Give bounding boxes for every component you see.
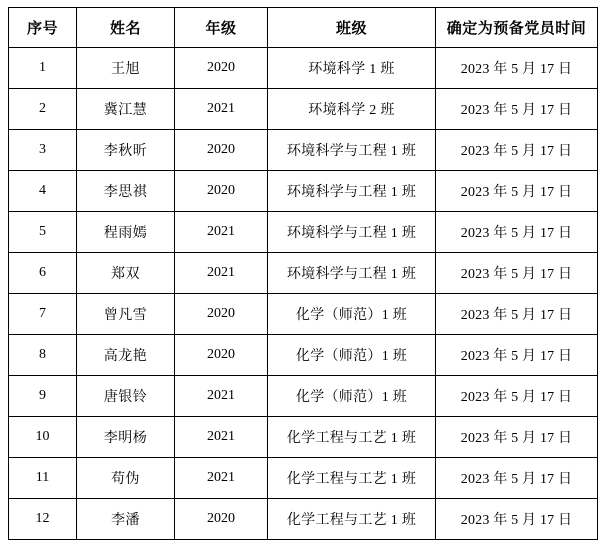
cell-class: 环境科学与工程 1 班 (268, 253, 436, 294)
party-member-roster-table (8, 7, 598, 540)
cell-class: 环境科学 2 班 (268, 89, 436, 130)
table-row (9, 294, 598, 335)
cell-name: 李秋昕 (77, 130, 175, 171)
cell-date: 2023 年 5 月 17 日 (436, 335, 598, 376)
cell-grade: 2020 (175, 294, 268, 335)
cell-index: 4 (9, 171, 77, 212)
column-header-grade: 年级 (175, 8, 268, 48)
table-row (9, 458, 598, 499)
cell-name: 李潘 (77, 499, 175, 540)
cell-name: 王旭 (77, 48, 175, 89)
table-row (9, 253, 598, 294)
cell-date: 2023 年 5 月 17 日 (436, 130, 598, 171)
cell-class: 化学工程与工艺 1 班 (268, 417, 436, 458)
cell-index: 8 (9, 335, 77, 376)
table-row (9, 417, 598, 458)
cell-name: 唐银铃 (77, 376, 175, 417)
cell-date: 2023 年 5 月 17 日 (436, 499, 598, 540)
table-header (9, 8, 598, 48)
column-header-date: 确定为预备党员时间 (436, 8, 598, 48)
cell-date: 2023 年 5 月 17 日 (436, 376, 598, 417)
cell-grade: 2020 (175, 171, 268, 212)
table-row (9, 376, 598, 417)
cell-name: 苟伪 (77, 458, 175, 499)
cell-index: 6 (9, 253, 77, 294)
cell-date: 2023 年 5 月 17 日 (436, 253, 598, 294)
table-body (9, 48, 598, 540)
cell-class: 环境科学与工程 1 班 (268, 212, 436, 253)
cell-name: 程雨嫣 (77, 212, 175, 253)
cell-index: 11 (9, 458, 77, 499)
cell-class: 化学（师范）1 班 (268, 376, 436, 417)
cell-grade: 2021 (175, 253, 268, 294)
cell-index: 1 (9, 48, 77, 89)
cell-name: 郑双 (77, 253, 175, 294)
cell-index: 9 (9, 376, 77, 417)
cell-class: 环境科学与工程 1 班 (268, 171, 436, 212)
table-row (9, 212, 598, 253)
table-row (9, 499, 598, 540)
cell-class: 化学（师范）1 班 (268, 335, 436, 376)
cell-grade: 2020 (175, 335, 268, 376)
column-header-index: 序号 (9, 8, 77, 48)
cell-index: 7 (9, 294, 77, 335)
cell-date: 2023 年 5 月 17 日 (436, 294, 598, 335)
cell-index: 12 (9, 499, 77, 540)
cell-class: 化学工程与工艺 1 班 (268, 458, 436, 499)
cell-grade: 2020 (175, 130, 268, 171)
column-header-class: 班级 (268, 8, 436, 48)
cell-date: 2023 年 5 月 17 日 (436, 48, 598, 89)
cell-class: 环境科学 1 班 (268, 48, 436, 89)
cell-class: 环境科学与工程 1 班 (268, 130, 436, 171)
table-row (9, 89, 598, 130)
cell-name: 冀江慧 (77, 89, 175, 130)
table-header-row (9, 8, 598, 48)
cell-class: 化学工程与工艺 1 班 (268, 499, 436, 540)
cell-date: 2023 年 5 月 17 日 (436, 212, 598, 253)
column-header-name: 姓名 (77, 8, 175, 48)
cell-grade: 2021 (175, 89, 268, 130)
table-row (9, 48, 598, 89)
cell-index: 5 (9, 212, 77, 253)
cell-index: 2 (9, 89, 77, 130)
cell-grade: 2020 (175, 48, 268, 89)
cell-grade: 2020 (175, 499, 268, 540)
cell-class: 化学（师范）1 班 (268, 294, 436, 335)
cell-date: 2023 年 5 月 17 日 (436, 458, 598, 499)
table-row (9, 130, 598, 171)
cell-index: 3 (9, 130, 77, 171)
cell-grade: 2021 (175, 417, 268, 458)
cell-name: 李思祺 (77, 171, 175, 212)
cell-date: 2023 年 5 月 17 日 (436, 171, 598, 212)
table-row (9, 171, 598, 212)
document-page (0, 7, 605, 545)
cell-name: 李明杨 (77, 417, 175, 458)
cell-grade: 2021 (175, 458, 268, 499)
cell-name: 曾凡雪 (77, 294, 175, 335)
cell-name: 高龙艳 (77, 335, 175, 376)
cell-grade: 2021 (175, 376, 268, 417)
cell-date: 2023 年 5 月 17 日 (436, 89, 598, 130)
cell-date: 2023 年 5 月 17 日 (436, 417, 598, 458)
table-row (9, 335, 598, 376)
cell-grade: 2021 (175, 212, 268, 253)
cell-index: 10 (9, 417, 77, 458)
